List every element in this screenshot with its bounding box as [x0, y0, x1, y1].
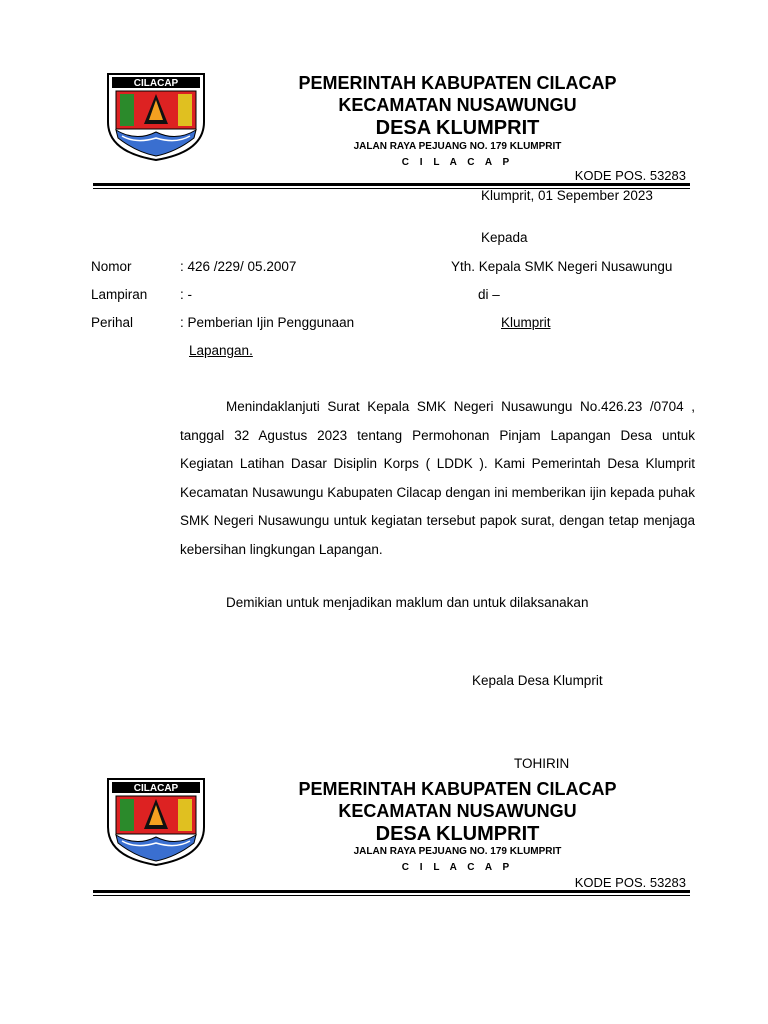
- logo-text: CILACAP: [133, 78, 179, 89]
- recipient-yth: Yth. Kepala SMK Negeri Nusawungu: [451, 259, 673, 274]
- perihal-continuation: Lapangan.: [189, 343, 253, 358]
- nomor-value: : 426 /229/ 05.2007: [180, 259, 297, 274]
- header-city: C I L A C A P: [401, 157, 514, 168]
- header2-title-district: KECAMATAN NUSAWUNGU: [338, 801, 577, 821]
- header-title-district: KECAMATAN NUSAWUNGU: [338, 95, 577, 115]
- letter-date: Klumprit, 01 Sepember 2023: [481, 188, 653, 203]
- header-address: JALAN RAYA PEJUANG NO. 179 KLUMPRIT: [353, 141, 562, 152]
- header-title-village: DESA KLUMPRIT: [375, 117, 540, 139]
- recipient-kepada: Kepada: [481, 230, 528, 245]
- perihal-label: Perihal: [91, 315, 134, 330]
- lampiran-label: Lampiran: [91, 287, 148, 302]
- signatory-name: TOHIRIN: [514, 756, 570, 771]
- perihal-value: : Pemberian Ijin Penggunaan: [180, 315, 355, 330]
- cilacap-logo-bottom: [106, 777, 206, 867]
- recipient-di: di –: [478, 287, 500, 302]
- postal-code-bottom: KODE POS. 53283: [574, 875, 686, 890]
- cilacap-logo: [106, 72, 206, 162]
- postal-code: KODE POS. 53283: [574, 168, 686, 183]
- header2-title-regency: PEMERINTAH KABUPATEN CILACAP: [298, 779, 617, 799]
- header2-rule-thin: [93, 895, 690, 896]
- closing-sentence: Demikian untuk menjadikan maklum dan untuk dilaksanakan: [226, 595, 589, 610]
- header2-address: JALAN RAYA PEJUANG NO. 179 KLUMPRIT: [353, 846, 562, 857]
- logo-text-bottom: CILACAP: [133, 783, 179, 794]
- signatory-title: Kepala Desa Klumprit: [472, 673, 603, 688]
- header-rule-thick: [93, 183, 690, 186]
- header2-title-village: DESA KLUMPRIT: [375, 823, 540, 845]
- header2-rule-thick: [93, 890, 690, 893]
- letter-body-paragraph: Menindaklanjuti Surat Kepala SMK Negeri Nusawungu No.426.23 /0704 , tanggal 32 Agustus 2023 tentang Permohonan Pinjam Lapangan Desa untuk Kegiatan Latihan Dasar Disiplin Korps ( LDDK ). Kami Pemerintah Desa Klumprit Kecamatan Nusawungu Kabupaten Cilacap dengan ini memberikan ijin kepada puhak SMK Negeri Nusawungu untuk kegiatan tersebut papok surat, dengan tetap menjaga kebersihan lingkungan Lapangan.: [180, 399, 695, 557]
- nomor-label: Nomor: [91, 259, 132, 274]
- recipient-place: Klumprit: [501, 315, 551, 330]
- header-title-regency: PEMERINTAH KABUPATEN CILACAP: [298, 73, 617, 93]
- lampiran-value: : -: [180, 287, 192, 302]
- header2-city: C I L A C A P: [401, 862, 514, 873]
